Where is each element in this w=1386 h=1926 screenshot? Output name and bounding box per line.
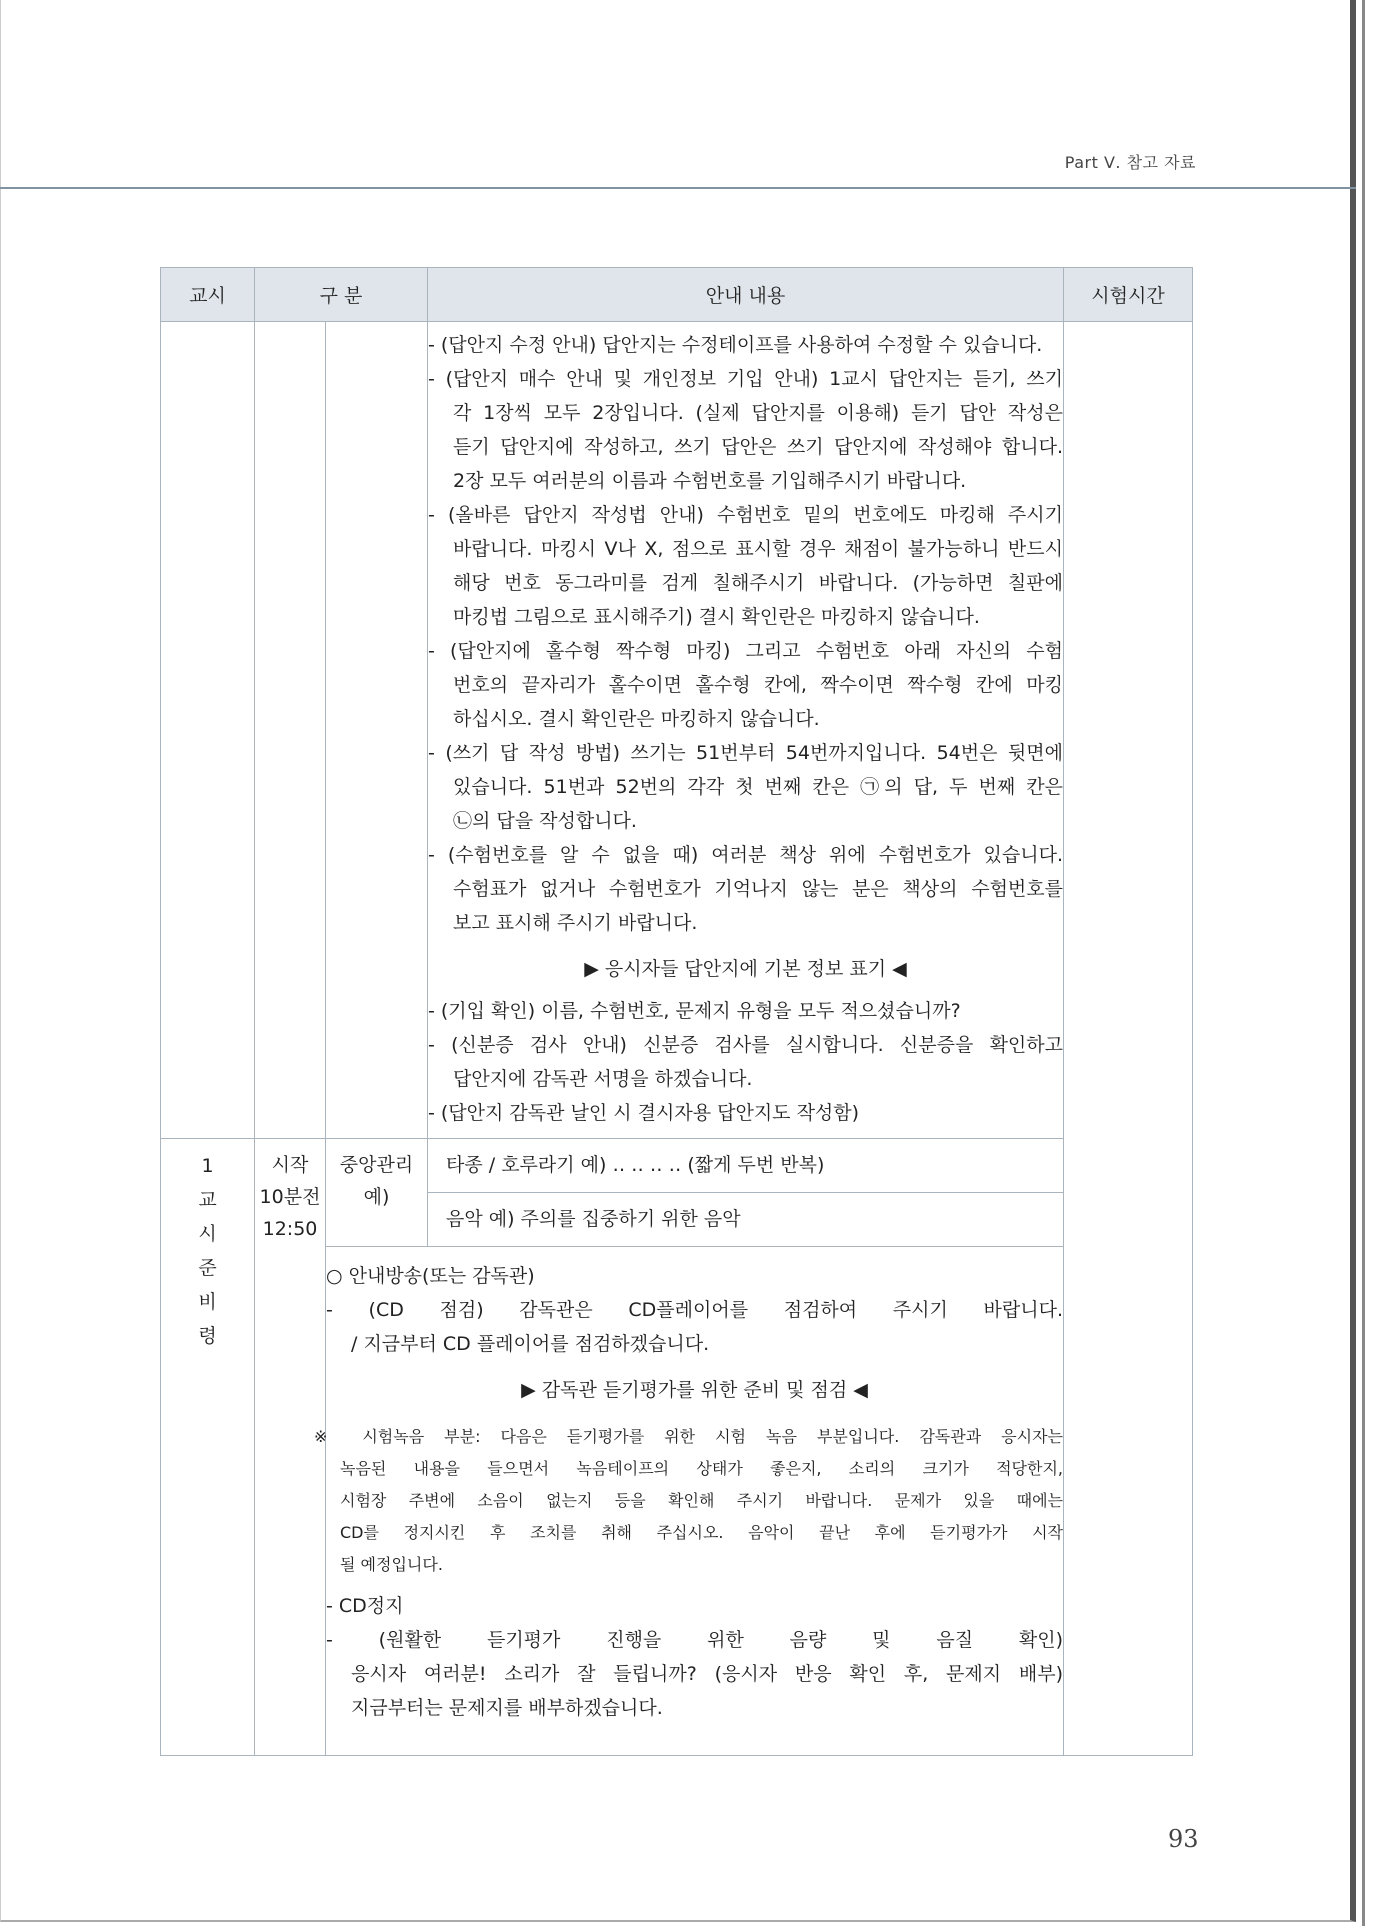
text-line: 지금부터는 문제지를 배부하겠습니다. [351,1697,663,1719]
text-line: 2장 모두 여러분의 이름과 수험번호를 기입해주시기 바랍니다. [453,470,967,492]
text-line: 번호의 끝자리가 홀수이면 홀수형 칸에, 짝수이면 짝수형 칸에 마킹 [453,674,1063,696]
page-number: 93 [1168,1825,1199,1853]
period-cell-empty [161,322,255,1139]
content-cell-section2 [314,1247,1064,1756]
table-row [161,1139,1193,1247]
time-cell [1064,322,1193,1756]
time-line: 12:50 [262,1218,318,1240]
table-row [161,322,1193,1139]
list-item [326,1589,1063,1623]
text-line: - (기입 확인) 이름, 수험번호, 문제지 유형을 모두 적으셨습니까? [428,1000,961,1022]
text-line: 해당 번호 동그라미를 검게 칠해주시기 바랍니다. (가능하면 칠판에 [453,572,1063,594]
text-line: - (답안지에 홀수형 짝수형 마킹) 그리고 수험번호 아래 자신의 수험 [428,640,1063,662]
guide-table [160,267,1193,1756]
text-line: - (쓰기 답 작성 방법) 쓰기는 51번부터 54번까지입니다. 54번은 뒷면에 [428,742,1063,764]
text-line: - (신분증 검사 안내) 신분증 검사를 실시합니다. 신분증을 확인하고 [428,1034,1063,1056]
page-edge [1362,0,1365,1926]
text-line: 될 예정입니다. [340,1555,443,1574]
text-line: 답안지에 감독관 서명을 하겠습니다. [453,1068,753,1090]
header-content: 안내 내용 [428,268,1064,322]
text-line: / 지금부터 CD 플레이어를 점검하겠습니다. [351,1333,710,1355]
header-period: 교시 [161,268,255,322]
list-item [326,1623,1063,1725]
subcategory-cell-empty [326,322,428,1139]
period-label-vertical [161,1139,255,1756]
period-char: 시 [198,1223,217,1245]
text-line: - (수험번호를 알 수 없을 때) 여러분 책상 위에 수험번호가 있습니다. [428,844,1063,866]
text-line: 있습니다. 51번과 52번의 각각 첫 번째 칸은 ㉠의 답, 두 번째 칸은 [453,776,1063,798]
central-row-signal: 타종 / 호루라기 예) ‥ ‥ ‥ ‥ (짧게 두번 반복) [428,1139,1063,1193]
text-line: - (CD 점검) 감독관은 CD플레이어를 점검하여 주시기 바랍니다. [326,1299,1063,1321]
period-char: 령 [198,1325,217,1347]
period-char: 교 [198,1189,217,1211]
time-line: 10분전 [259,1186,321,1208]
content-cell-section1 [428,322,1064,1139]
text-line: - CD정지 [326,1595,404,1617]
note-block [314,1421,1063,1581]
period-char: 비 [198,1291,217,1313]
central-label-line: 예) [363,1186,390,1208]
central-label-line: 중앙관리 [339,1154,414,1176]
list-item [428,736,1063,838]
text-line: - (올바른 답안지 작성법 안내) 수험번호 밑의 번호에도 마킹해 주시기 [428,504,1063,526]
text-line: 시험장 주변에 소음이 없는지 등을 확인해 주시기 바랍니다. 문제가 있을 때에는 [340,1491,1063,1510]
list-item [326,1293,1063,1361]
text-line: 수험표가 없거나 수험번호가 기억나지 않는 분은 책상의 수험번호를 [453,878,1063,900]
category-cell-empty [255,322,326,1139]
section-subtitle: ▶ 응시자들 답안지에 기본 정보 표기 ◀ [584,958,907,980]
section-subtitle: ▶ 감독관 듣기평가를 위한 준비 및 점검 ◀ [521,1379,868,1401]
header-category: 구 분 [255,268,428,322]
list-item [428,1028,1063,1096]
text-line: 보고 표시해 주시기 바랍니다. [453,912,698,934]
list-item [428,838,1063,940]
running-head: Part Ⅴ. 참고 자료 [1064,153,1196,172]
list-item [428,498,1063,634]
central-label [326,1139,427,1213]
list-item [428,328,1063,362]
central-label-cell [326,1139,428,1247]
text-line: - (답안지 감독관 날인 시 결시자용 답안지도 작성함) [428,1102,860,1124]
text-line: 바랍니다. 마킹시 V나 X, 점으로 표시할 경우 채점이 불가능하니 반드시 [453,538,1063,560]
list-item [428,362,1063,498]
header-rule [0,187,1356,189]
text-line: 녹음된 내용을 들으면서 녹음테이프의 상태가 좋은지, 소리의 크기가 적당한지, [340,1459,1063,1478]
text-line: 각 1장씩 모두 2장입니다. (실제 답안지를 이용해) 듣기 답안 작성은 [453,402,1063,424]
text-line: - (원활한 듣기평가 진행을 위한 음량 및 음질 확인) [326,1629,1063,1651]
text-line: ㉡의 답을 작성합니다. [453,810,637,832]
text-line: CD를 정지시킨 후 조치를 취해 주십시오. 음악이 끝난 후에 듣기평가가 시작 [340,1523,1063,1542]
text-line: 하십시오. 결시 확인란은 마킹하지 않습니다. [453,708,820,730]
list-item [428,634,1063,736]
table-header-row [161,268,1193,322]
text-line: - (답안지 매수 안내 및 개인정보 기입 안내) 1교시 답안지는 듣기, 쓰기 [428,368,1063,390]
period-char: 1 [201,1155,214,1177]
header-time: 시험시간 [1064,268,1193,322]
text-line: 응시자 여러분! 소리가 잘 들립니까? (응시자 반응 확인 후, 문제지 배부) [351,1663,1063,1685]
text-line: 듣기 답안지에 작성하고, 쓰기 답안은 쓰기 답안지에 작성해야 합니다. [453,436,1063,458]
period-char: 준 [198,1257,217,1279]
text-line: - (답안지 수정 안내) 답안지는 수정테이프를 사용하여 수정할 수 있습니다. [428,334,1043,356]
text-line: 마킹법 그림으로 표시해주기) 결시 확인란은 마킹하지 않습니다. [453,606,980,628]
list-item [428,1096,1063,1130]
central-row-music: 음악 예) 주의를 집중하기 위한 음악 [446,1208,741,1230]
list-item [428,994,1063,1028]
text-line: ※ 시험녹음 부분: 다음은 듣기평가를 위한 시험 녹음 부분입니다. 감독관과 응시자는 [314,1427,1063,1446]
announcement-heading: ○ 안내방송(또는 감독관) [326,1265,535,1287]
time-line: 시작 [271,1154,309,1176]
central-management-cell [428,1139,1064,1247]
